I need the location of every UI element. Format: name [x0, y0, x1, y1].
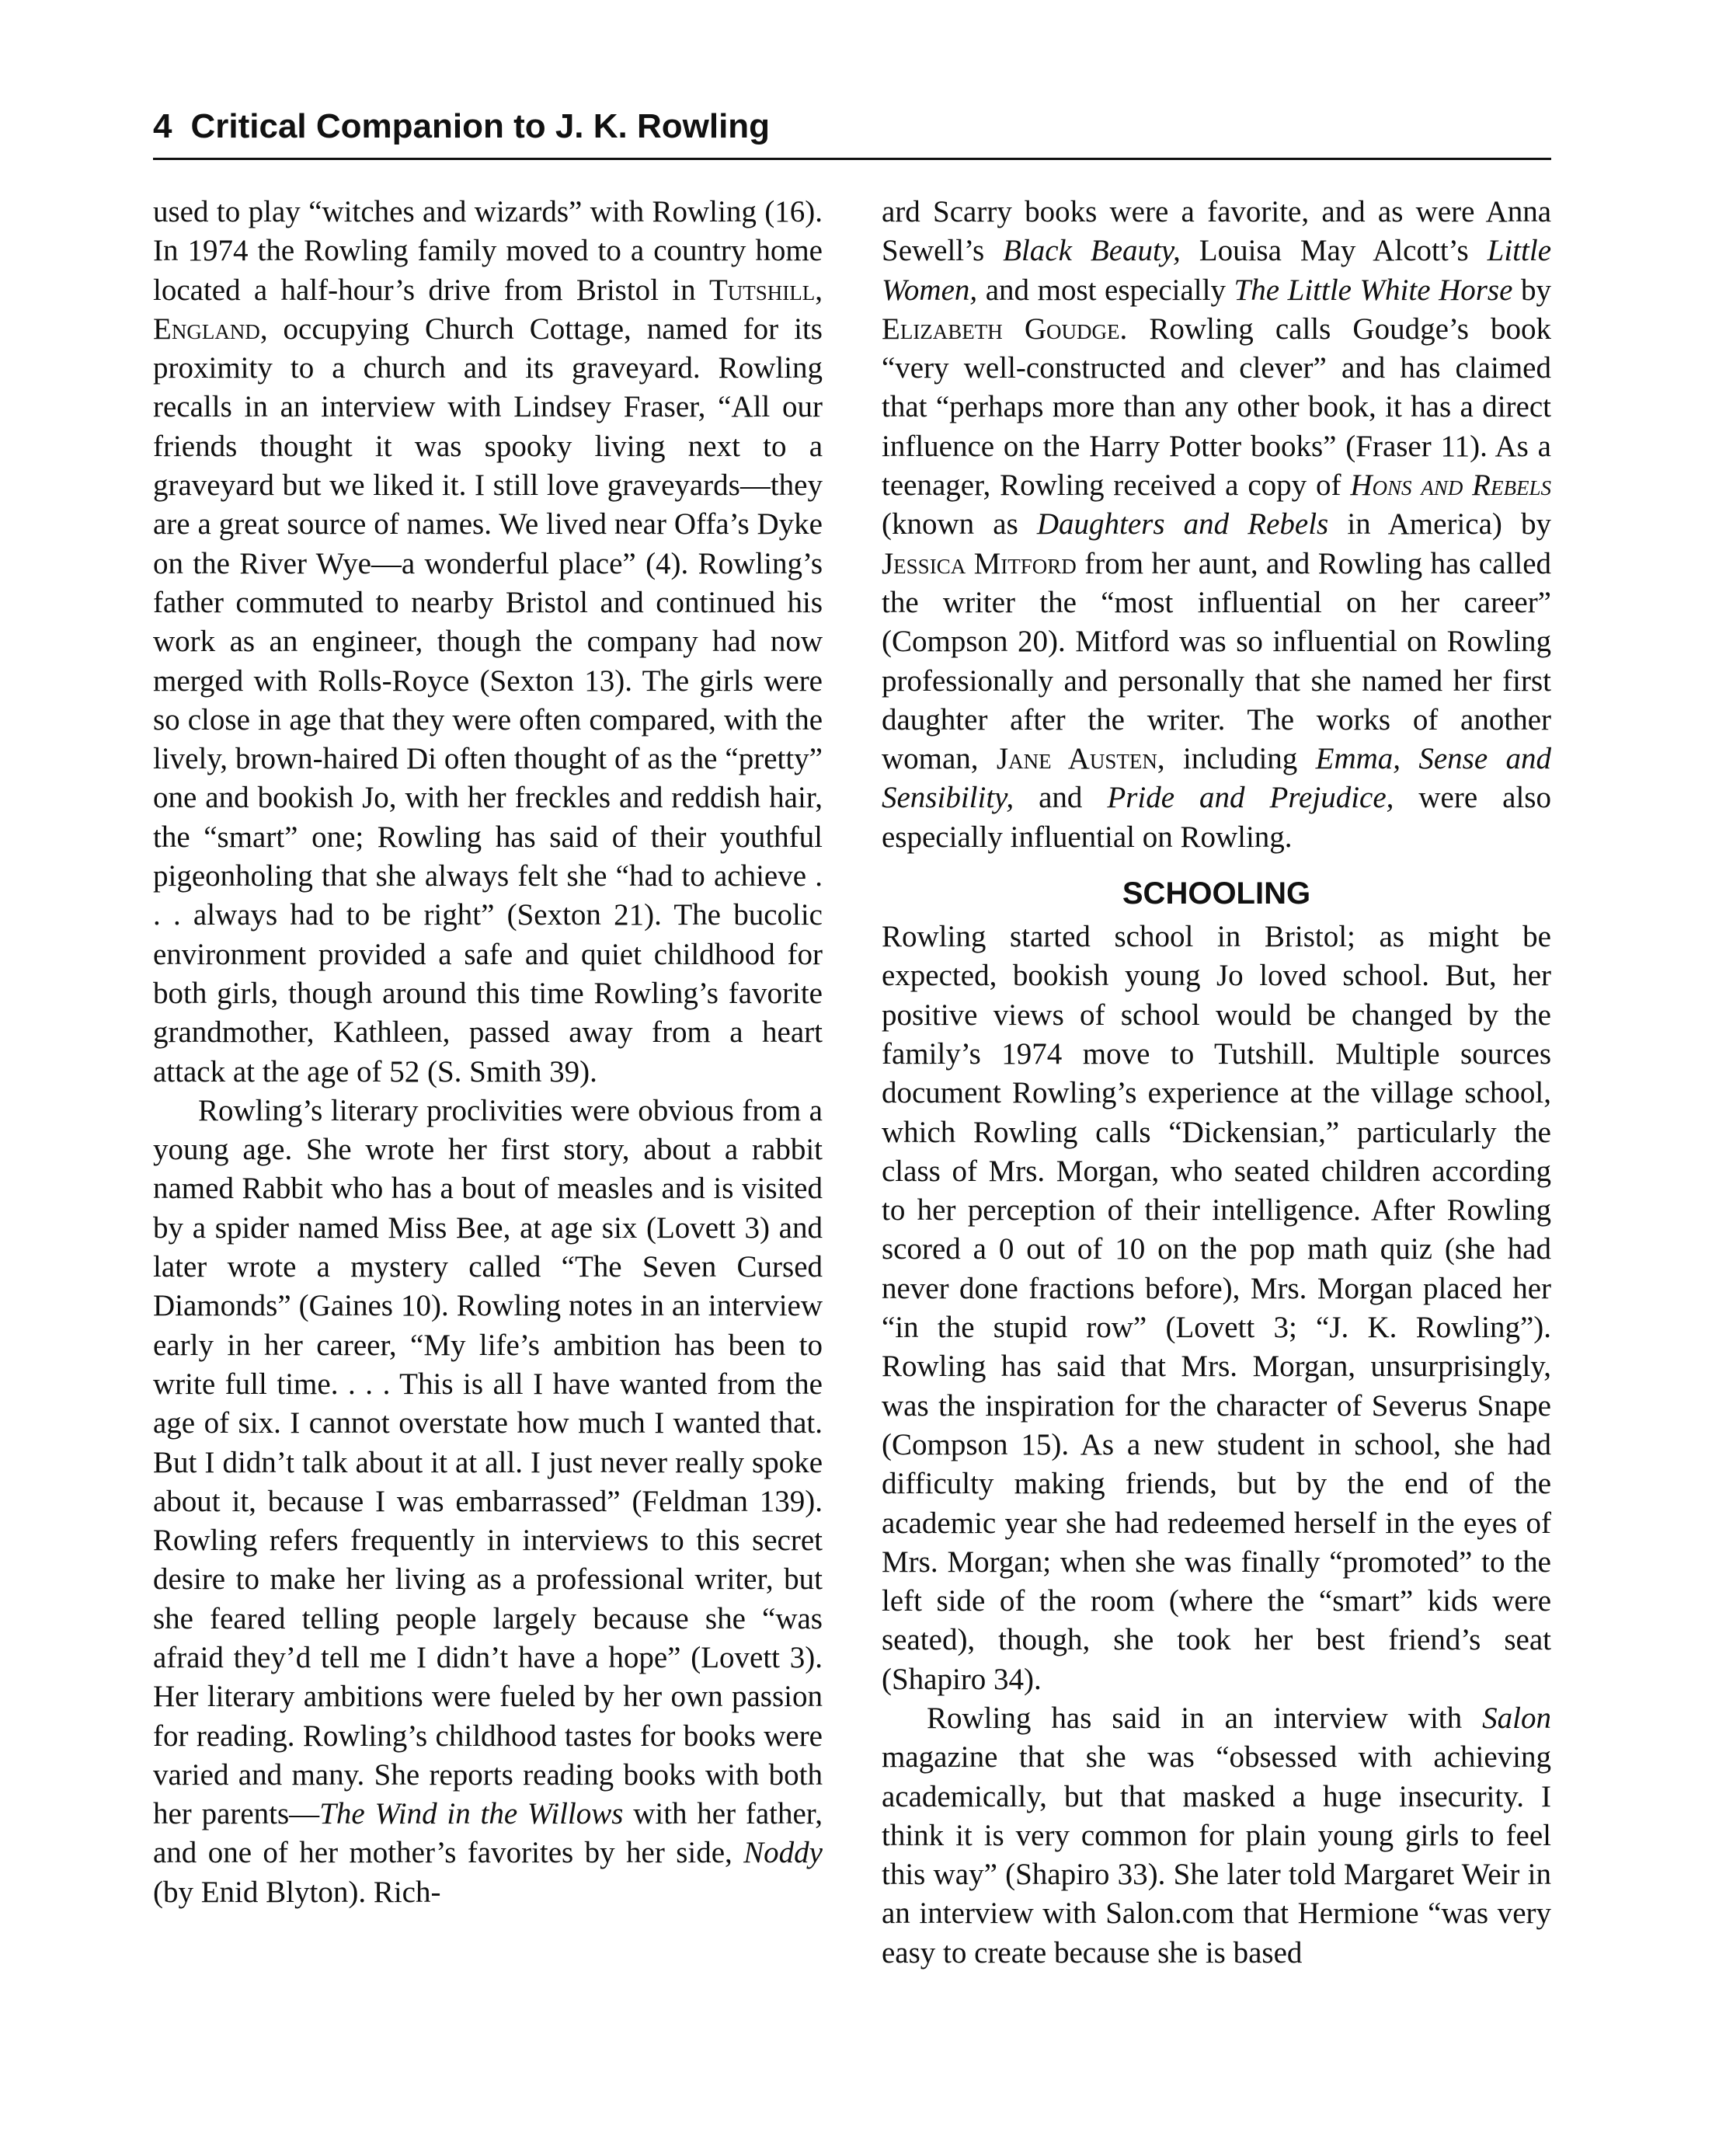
paragraph: Rowling started school in Bristol; as might be expected, bookish young Jo loved school. But, her positive views of school would be changed by the family’s 1974 move to Tutshill. Multiple sources document Rowling’s experience at the village school, which Rowling calls “Dickensian,” particularly the class of Mrs. Morgan, who seated children according to her perception of their intelligence. After Rowling scored a 0 out of 10 on the pop math quiz (she had never done fractions before), Mrs. Morgan placed her “in the stupid row” (Lovett 3; “J. K. Rowling”). Rowling has said that Mrs. Morgan, unsurprisingly, was the inspiration for the character of Severus Snape (Compson 15). As a new student in school, she had difficulty making friends, but by the end of the academic year she had redeemed herself in the eyes of Mrs. Morgan; when she was finally “promoted” to the left side of the room (where the “smart” kids were seated), though, she took her best friend’s seat (Shapiro 34). [882, 920, 1551, 1696]
page-number: 4 [153, 107, 172, 145]
paragraph: used to play “witches and wizards” with Rowling (16). In 1974 the Rowling family moved to a country home located a half-hour’s drive from Bristol in Tutshill, England, occupying Church Cottage, named for its proximity to a church and its graveyard. Rowling recalls in an interview with Lindsey Fraser, “All our friends thought it was spooky living next to a graveyard but we liked it. I still love graveyards—they are a great source of names. We lived near Offa’s Dyke on the River Wye—a wonderful place” (4). Rowling’s father commuted to nearby Bristol and continued his work as an engineer, though the company had now merged with Rolls-Royce (Sexton 13). The girls were so close in age that they were often compared, with the lively, brown-haired Di often thought of as the “pretty” one and bookish Jo, with her freckles and reddish hair, the “smart” one; Rowling has said of their youthful pigeonholing that she always felt she “had to achieve . . . always had to be right” (Sexton 21). The bucolic environment provided a safe and quiet childhood for both girls, though around this time Rowling’s favorite grandmother, Kathleen, passed away from a heart attack at the age of 52 (S. Smith 39). [153, 195, 823, 1088]
paragraph: ard Scarry books were a favorite, and as were Anna Sewell’s Black Beauty, Louisa May Alcott’s Little Women, and most especially The Little White Horse by Elizabeth Goudge. Rowling calls Goudge’s book “very well-constructed and clever” and has claimed that “perhaps more than any other book, it has a direct influence on the Harry Potter books” (Fraser 11). As a teenager, Rowling received a copy of Hons and Rebels (known as Daughters and Rebels in America) by Jessica Mitford from her aunt, and Rowling has called the writer the “most influential on her career” (Compson 20). Mitford was so influential on Rowling professionally and personally that she named her first daughter after the writer. The works of another woman, Jane Austen, including Emma, Sense and Sensibility, and Pride and Prejudice, were also especially influential on Rowling. [882, 195, 1552, 854]
paragraph: Rowling has said in an interview with Salon magazine that she was “obsessed with achieving academically, but that masked a huge insecurity. I think it is very common for plain young girls to feel this way” (Shapiro 33). She later told Margaret Weir in an interview with Salon.com that Hermione “was very easy to create because she is based [882, 1701, 1551, 1970]
book-title-italic: Daughters and Rebels [1036, 507, 1329, 542]
index-term: Jessica Mitford [882, 546, 1077, 580]
book-title-italic: Black Beauty, [1003, 234, 1181, 268]
left-column [153, 193, 823, 1912]
book-title: Critical Companion to J. K. Rowling [190, 107, 771, 145]
book-title-italic: Pride and Prejudice, [1107, 781, 1394, 815]
index-term: Elizabeth Goudge [882, 312, 1120, 346]
book-title-italic: Little Women, [882, 234, 1551, 307]
right-column [882, 193, 1551, 1973]
book-title-italic: Noddy [743, 1836, 823, 1870]
book-title-italic: The Wind in the Willows [319, 1797, 624, 1831]
book-title-italic: The Little White Horse [1234, 273, 1513, 307]
running-header [153, 107, 1551, 146]
header-rule [153, 158, 1551, 160]
index-term: Jane Austen [996, 742, 1157, 776]
section-heading: SCHOOLING [1122, 876, 1311, 911]
index-term: Tutshill, England [153, 273, 823, 346]
paragraph: Rowling’s literary proclivities were obvious from a young age. She wrote her first story, about a rabbit named Rabbit who has a bout of measles and is visited by a spider named Miss Bee, at age six (Lovett 3) and later wrote a mystery called “The Seven Cursed Diamonds” (Gaines 10). Rowling notes in an interview early in her career, “My life’s ambition has been to write full time. . . . This is all I have wanted from the age of six. I cannot overstate how much I wanted that. But I didn’t talk about it at all. I just never really spoke about it, because I was embarrassed” (Feldman 139). Rowling refers frequently in interviews to this secret desire to make her living as a professional writer, but she feared telling people largely because she “was afraid they’d tell me I didn’t have a hope” (Lovett 3). Her literary ambitions were fueled by her own passion for reading. Rowling’s childhood tastes for books were varied and many. She reports reading books with both her parents—The Wind in the Willows with her father, and one of her mother’s favorites by her side, Noddy (by Enid Blyton). Rich- [153, 1093, 823, 1909]
book-title-italic: Emma, Sense and Sensibility, [882, 742, 1551, 815]
magazine-title-italic: Salon [1482, 1701, 1551, 1735]
index-term-italic: Hons and Rebels [1350, 468, 1551, 503]
